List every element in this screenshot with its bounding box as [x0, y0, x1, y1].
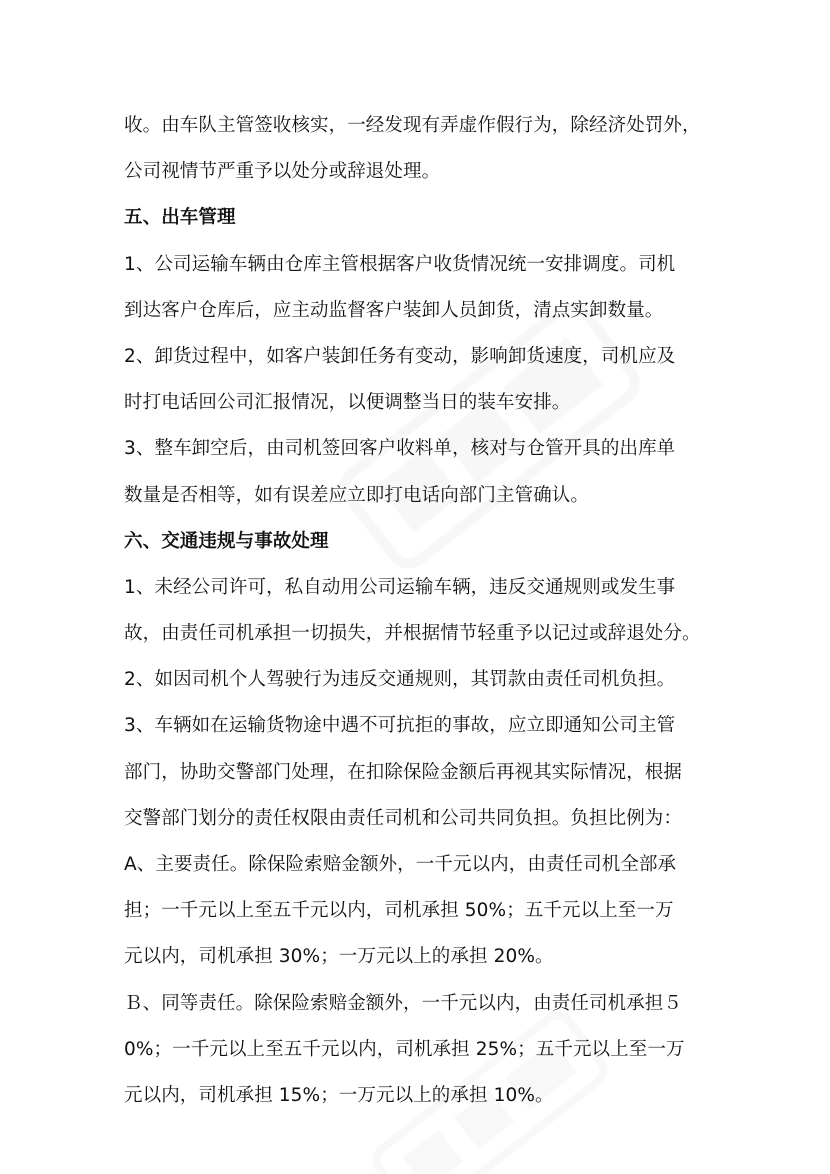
body-text-line: 部门，协助交警部门处理，在扣除保险金额后再视其实际情况，根据 — [124, 761, 683, 783]
body-text-line: 时打电话回公司汇报情况，以便调整当日的装车安排。 — [124, 392, 571, 414]
document-body — [124, 103, 724, 1119]
section-heading: 五、出车管理 — [124, 207, 236, 229]
body-text-line: 数量是否相等，如有误差应立即打电话向部门主管确认。 — [124, 484, 590, 506]
body-text-line: 故，由责任司机承担一切损失，并根据情节轻重予以记过或辞退处分。 — [124, 623, 701, 645]
body-text-line: 收。由车队主管签收核实，一经发现有弄虚作假行为，除经济处罚外， — [124, 115, 701, 136]
body-text-line: 0%；一千元以上至五千元以内，司机承担 25%；五千元以上至一万 — [124, 1038, 685, 1060]
body-text-line: 元以内，司机承担 15%；一万元以上的承担 10%。 — [124, 1084, 554, 1106]
body-text-line: 1、公司运输车辆由仓库主管根据客户收货情况统一安排调度。司机 — [124, 253, 676, 275]
body-text-line: 担；一千元以上至五千元以内，司机承担 50%；五千元以上至一万 — [124, 900, 674, 922]
body-text-line: 到达客户仓库后，应主动监督客户装卸人员卸货，清点实卸数量。 — [124, 299, 664, 321]
body-text-line: A、主要责任。除保险索赔金额外，一千元以内，由责任司机全部承 — [124, 854, 677, 875]
body-text-line: Ｂ、同等责任。除保险索赔金额外，一千元以内，由责任司机承担５ — [124, 992, 683, 1014]
body-text-line: 3、车辆如在运输货物途中遇不可抗拒的事故，应立即通知公司主管 — [124, 715, 676, 737]
body-text-line: 1、未经公司许可，私自动用公司运输车辆，违反交通规则或发生事 — [124, 576, 676, 598]
body-text-line: 2、卸货过程中，如客户装卸任务有变动，影响卸货速度，司机应及 — [124, 345, 676, 367]
body-text-line: 2、如因司机个人驾驶行为违反交通规则，其罚款由责任司机负担。 — [124, 669, 676, 691]
section-heading: 六、交通违规与事故处理 — [124, 530, 329, 552]
body-text-line: 交警部门划分的责任权限由责任司机和公司共同负担。负担比例为： — [124, 807, 683, 829]
body-text-line: 元以内，司机承担 30%；一万元以上的承担 20%。 — [124, 946, 554, 968]
body-text-line: 公司视情节严重予以处分或辞退处理。 — [124, 161, 441, 183]
body-text-line: 3、整车卸空后，由司机签回客户收料单，核对与仓管开具的出库单 — [124, 438, 676, 460]
